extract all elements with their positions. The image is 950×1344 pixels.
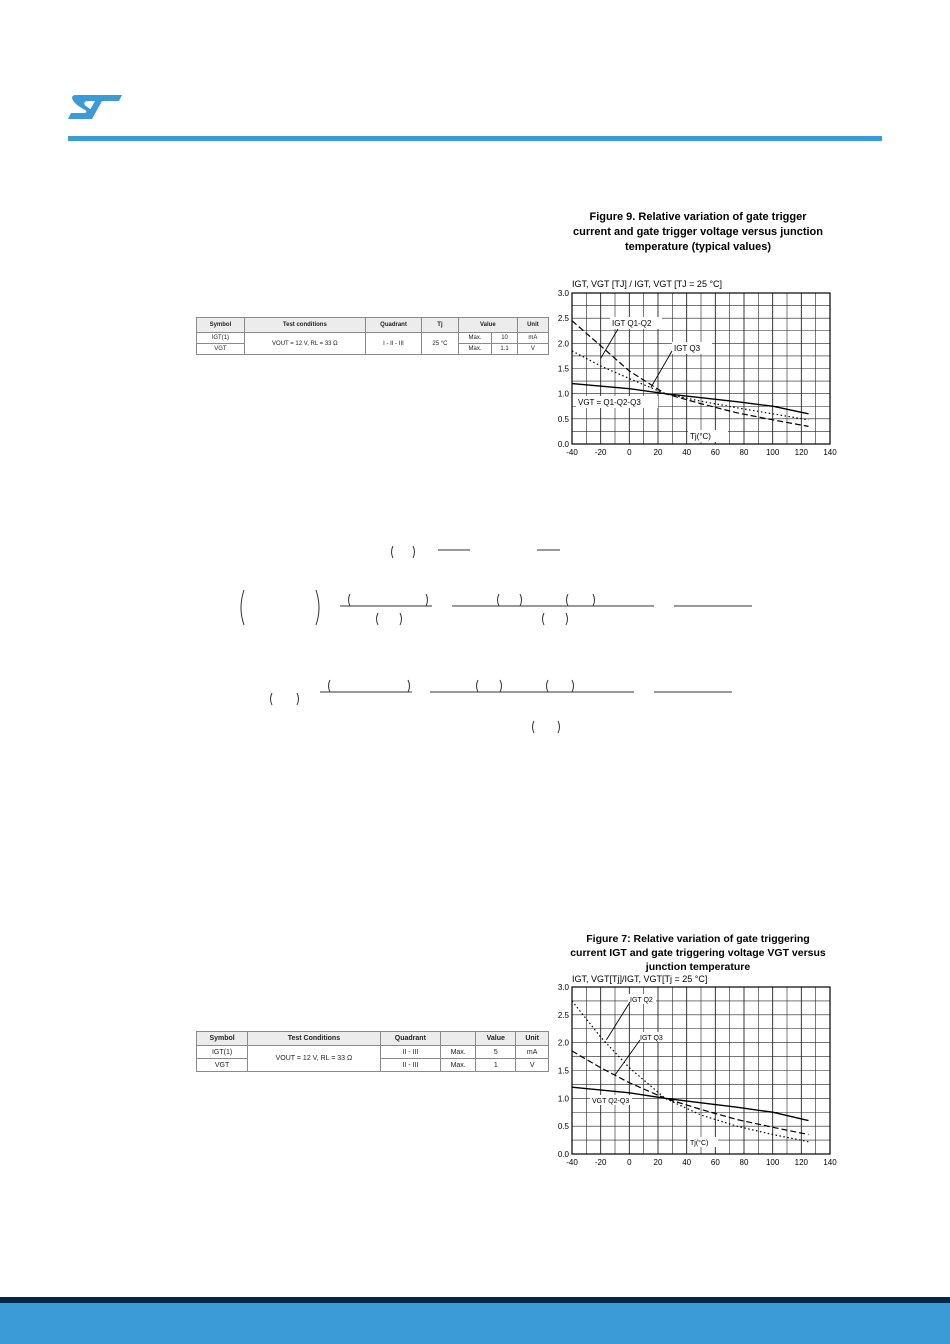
x-tick-label: 0: [627, 1158, 632, 1167]
table-header-row: [197, 318, 549, 333]
x-tick-label: 20: [653, 448, 663, 457]
table-row: [197, 1046, 549, 1059]
col-tj: Tj: [422, 318, 459, 333]
test-conditions: VOUT = 12 V, RL = 33 Ω: [244, 333, 365, 355]
value-cell: 10: [492, 333, 518, 344]
unit-cell: mA: [517, 333, 548, 344]
series-annotation: IGT Q1-Q2: [612, 319, 652, 328]
col-unit: Unit: [516, 1032, 549, 1046]
x-tick-label: 120: [794, 448, 809, 457]
series-annotation: IGT Q3: [674, 344, 701, 353]
series-annotation: VGT Q2-Q3: [592, 1098, 630, 1105]
col-symbol: Symbol: [197, 1032, 248, 1046]
x-tick-label: -20: [594, 448, 607, 457]
unit-cell: V: [517, 344, 548, 355]
quadrant: II - III: [380, 1046, 440, 1059]
annotation-leader: [651, 351, 672, 388]
footer-band: [0, 1303, 950, 1344]
x-tick-label: 140: [823, 1158, 837, 1167]
x-tick-label: 0: [627, 448, 632, 457]
col-value: Value: [458, 318, 517, 333]
col-symbol: Symbol: [197, 318, 245, 333]
x-tick-label: 60: [710, 1158, 720, 1167]
y-tick-label: 2.5: [557, 314, 569, 324]
x-tick-label: -40: [566, 448, 578, 457]
max-label: Max.: [458, 333, 491, 344]
max-label: Max.: [441, 1046, 476, 1059]
quadrant: I - II - III: [365, 333, 421, 355]
value-cell: 1: [476, 1059, 516, 1072]
symbol-vgt: VGT: [197, 344, 245, 355]
electrical-characteristics-table-2: [196, 1031, 549, 1072]
table-row: [197, 333, 549, 344]
series-annotation: IGT Q2: [630, 997, 653, 1004]
y-tick-label: 3.0: [557, 289, 569, 298]
x-tick-label: 100: [765, 448, 780, 457]
col-test-conditions: Test conditions: [244, 318, 365, 333]
col-test-conditions: Test Conditions: [248, 1032, 380, 1046]
max-label: Max.: [458, 344, 491, 355]
chart-title-line: current and gate trigger voltage versus junction: [573, 226, 823, 238]
y-tick-label: 2.0: [557, 339, 569, 349]
col-quadrant: Quadrant: [380, 1032, 440, 1046]
y-tick-label: 0.5: [557, 1122, 569, 1132]
chart-title-line: junction temperature: [645, 961, 751, 973]
x-tick-label: 20: [653, 1158, 663, 1167]
symbol-igt: IGT(1): [197, 1046, 248, 1059]
col-unit: Unit: [517, 318, 548, 333]
x-tick-label: -20: [594, 1158, 607, 1167]
test-conditions: VOUT = 12 V, RL = 33 Ω: [248, 1046, 380, 1072]
value-cell: 1.1: [492, 344, 518, 355]
quadrant: II - III: [380, 1059, 440, 1072]
x-tick-label: 140: [823, 448, 837, 457]
x-tick-label: 80: [739, 448, 749, 457]
series-annotation: Tj(°C): [690, 432, 711, 441]
y-tick-label: 0.5: [557, 414, 569, 424]
x-tick-label: 120: [794, 1158, 809, 1167]
y-tick-label: 2.0: [557, 1038, 569, 1048]
y-tick-label: 1.0: [557, 389, 569, 399]
y-tick-label: 1.5: [557, 364, 569, 374]
figure-7-chart: [548, 930, 846, 1168]
st-logo: [66, 91, 124, 121]
series-annotation: VGT = Q1-Q2-Q3: [578, 398, 641, 407]
header-rule: [68, 136, 882, 141]
y-tick-label: 1.0: [557, 1094, 569, 1104]
electrical-characteristics-table-1: [196, 317, 549, 355]
chart-title-line: current IGT and gate triggering voltage VGT versus: [570, 947, 826, 959]
figure-9-chart: [548, 206, 846, 464]
x-tick-label: 40: [682, 1158, 692, 1167]
y-axis-label: IGT, VGT[Tj]/IGT, VGT[Tj = 25 °C]: [572, 974, 708, 984]
annotation-leader: [606, 1002, 630, 1040]
symbol-vgt: VGT: [197, 1059, 248, 1072]
x-tick-label: 40: [682, 448, 692, 457]
col-value: Value: [476, 1032, 516, 1046]
series-annotation: Tj(°C): [690, 1140, 709, 1147]
annotation-leader: [615, 1040, 640, 1075]
max-label: Max.: [441, 1059, 476, 1072]
table-header-row: [197, 1032, 549, 1046]
chart-title-line: Figure 9. Relative variation of gate trigger: [589, 211, 807, 223]
y-tick-label: 1.5: [557, 1066, 569, 1076]
value-cell: 5: [476, 1046, 516, 1059]
y-axis-label: IGT, VGT [TJ] / IGT, VGT [TJ = 25 °C]: [572, 279, 723, 289]
y-tick-label: 0.0: [557, 440, 569, 449]
x-tick-label: 100: [765, 1158, 780, 1167]
y-tick-label: 0.0: [557, 1150, 569, 1159]
symbol-igt: IGT(1): [197, 333, 245, 344]
tj-value: 25 °C: [422, 333, 459, 355]
x-tick-label: 60: [710, 448, 720, 457]
chart-title-line: temperature (typical values): [624, 241, 772, 253]
x-tick-label: 80: [739, 1158, 749, 1167]
y-tick-label: 2.5: [557, 1010, 569, 1020]
unit-cell: V: [516, 1059, 549, 1072]
col-quadrant: Quadrant: [365, 318, 421, 333]
chart-title-line: Figure 7: Relative variation of gate triggering: [586, 933, 810, 945]
y-tick-label: 3.0: [557, 983, 569, 992]
col-blank: [441, 1032, 476, 1046]
unit-cell: mA: [516, 1046, 549, 1059]
series-annotation: IGT Q3: [640, 1035, 663, 1042]
x-tick-label: -40: [566, 1158, 578, 1167]
